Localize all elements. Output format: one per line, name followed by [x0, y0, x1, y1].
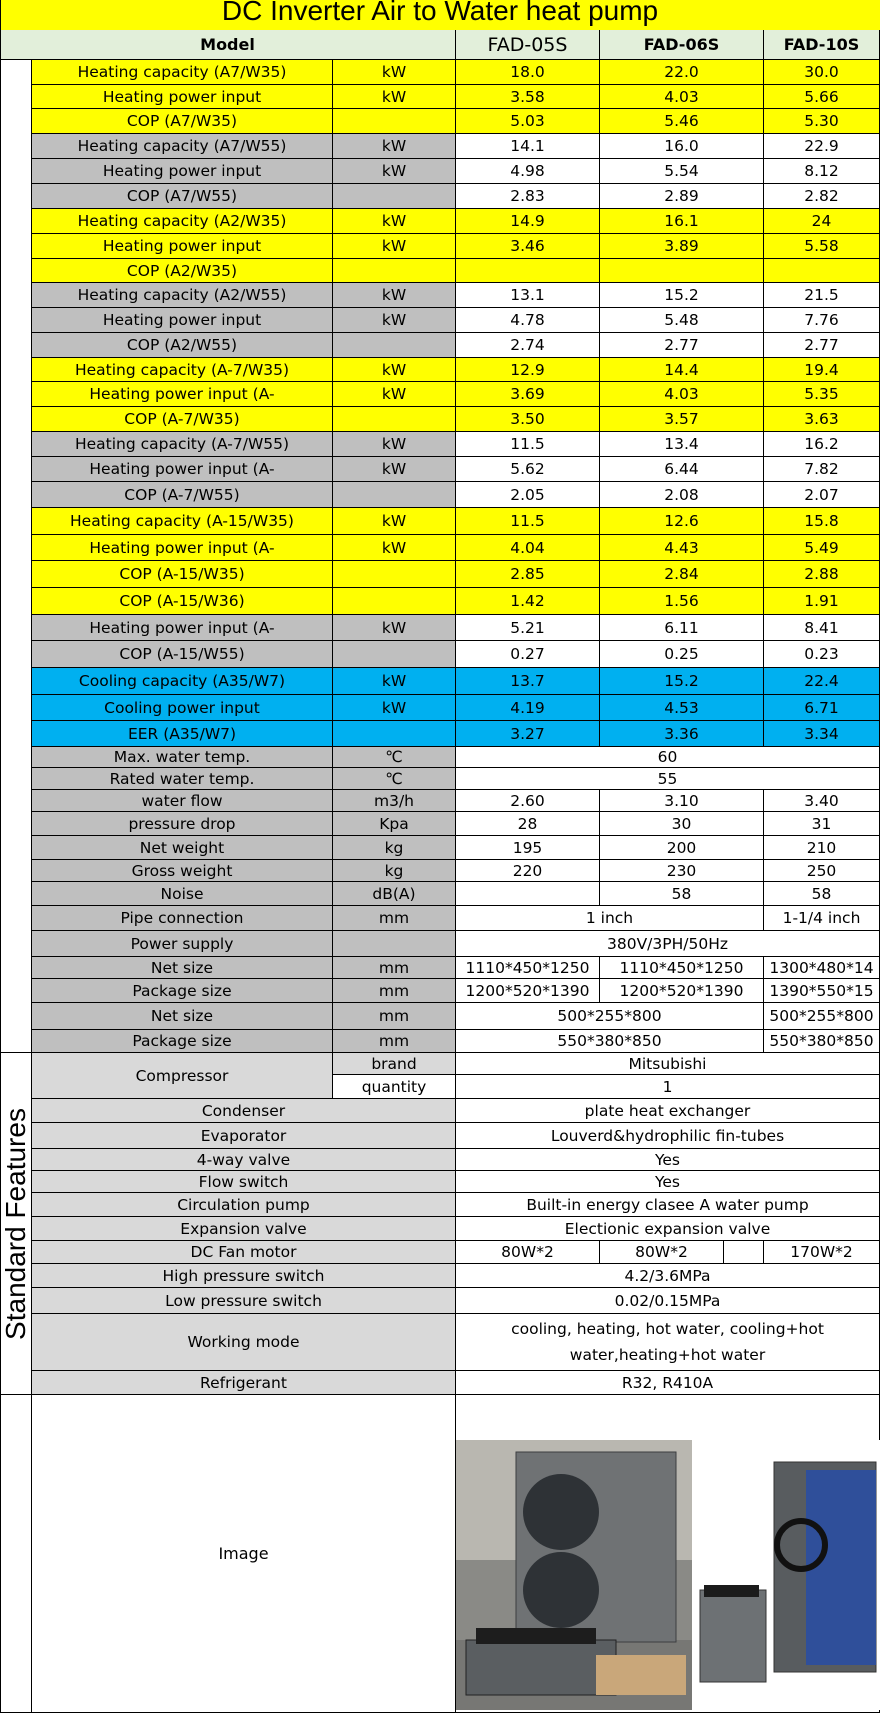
row-unit: [333, 333, 456, 358]
value-cell: 220: [456, 860, 600, 882]
value-cell: 13.1: [456, 283, 600, 308]
value-cell: 0.27: [456, 641, 600, 668]
row-unit: kW: [333, 457, 456, 482]
value-cell: 3.89: [600, 234, 764, 259]
value-cell: 4.04: [456, 535, 600, 561]
value-cell: 5.66: [764, 85, 880, 109]
feature-label: Circulation pump: [32, 1193, 456, 1217]
value-cell: 1200*520*1390: [600, 979, 764, 1003]
row-unit: kW: [333, 432, 456, 457]
value-cell: 7.76: [764, 308, 880, 333]
feature-value: Yes: [456, 1149, 880, 1171]
compressor-brand-label: brand: [333, 1053, 456, 1075]
feature-value: 0.02/0.15MPa: [456, 1288, 880, 1314]
value-cell: 1.56: [600, 588, 764, 615]
value-cell: 6.71: [764, 695, 880, 721]
merged-value: 500*255*800: [456, 1003, 764, 1030]
value-cell: 15.2: [600, 283, 764, 308]
value-cell: 15.8: [764, 508, 880, 535]
spec-unit: kg: [333, 836, 456, 860]
value-cell: 24: [764, 209, 880, 234]
value-cell: 16.2: [764, 432, 880, 457]
row-label: Cooling power input: [32, 695, 333, 721]
value-cell: 0.23: [764, 641, 880, 668]
fan-value-2: 80W*2: [600, 1241, 724, 1264]
value-cell: 4.78: [456, 308, 600, 333]
value-cell: 13.4: [600, 432, 764, 457]
value-cell: 3.46: [456, 234, 600, 259]
value-cell: 0.25: [600, 641, 764, 668]
value-cell: 4.19: [456, 695, 600, 721]
spec-unit: ℃: [333, 747, 456, 768]
value-cell: 16.1: [600, 209, 764, 234]
spec-unit: m3/h: [333, 790, 456, 812]
feature-label: Flow switch: [32, 1171, 456, 1193]
value-cell: 1110*450*1250: [456, 957, 600, 979]
feature-label: Condenser: [32, 1099, 456, 1123]
value-cell: 5.35: [764, 382, 880, 407]
row-label: Heating capacity (A-15/W35): [32, 508, 333, 535]
row-label: EER (A35/W7): [32, 721, 333, 747]
feature-value: Louverd&hydrophilic fin-tubes: [456, 1123, 880, 1149]
spec-label: Net size: [32, 1003, 333, 1030]
spec-label: Gross weight: [32, 860, 333, 882]
row-label: Heating capacity (A7/W55): [32, 134, 333, 159]
spec-unit: mm: [333, 957, 456, 979]
spec-label: Max. water temp.: [32, 747, 333, 768]
value-cell: 1300*480*14: [764, 957, 880, 979]
value-cell: 6.44: [600, 457, 764, 482]
value-cell: 21.5: [764, 283, 880, 308]
row-label: Heating power input (A-: [32, 382, 333, 407]
value-cell: 5.48: [600, 308, 764, 333]
feature-value: plate heat exchanger: [456, 1099, 880, 1123]
value-cell: 5.58: [764, 234, 880, 259]
value-cell: 5.21: [456, 615, 600, 641]
row-label: Heating power input: [32, 85, 333, 109]
sheet-title: DC Inverter Air to Water heat pump: [0, 0, 880, 30]
fan-value-1: 80W*2: [456, 1241, 600, 1264]
feature-value: 4.2/3.6MPa: [456, 1264, 880, 1288]
working-mode-value: [456, 1314, 880, 1371]
spec-unit: mm: [333, 1030, 456, 1053]
value-cell: 3.34: [764, 721, 880, 747]
spec-unit: ℃: [333, 768, 456, 790]
value-cell: 22.4: [764, 668, 880, 695]
value-cell: 2.08: [600, 482, 764, 508]
merged-value: 380V/3PH/50Hz: [456, 931, 880, 957]
value-cell: 550*380*850: [764, 1030, 880, 1053]
row-label: COP (A7/W55): [32, 184, 333, 209]
value-cell: 11.5: [456, 508, 600, 535]
value-cell: 3.57: [600, 407, 764, 432]
feature-label: 4-way valve: [32, 1149, 456, 1171]
value-cell: 2.60: [456, 790, 600, 812]
row-label: COP (A-15/W36): [32, 588, 333, 615]
row-label: Heating capacity (A-7/W35): [32, 358, 333, 382]
value-cell: 2.07: [764, 482, 880, 508]
row-unit: kW: [333, 234, 456, 259]
value-cell: 31: [764, 812, 880, 836]
value-cell: [600, 259, 764, 283]
value-cell: 22.0: [600, 60, 764, 85]
row-label: Cooling capacity (A35/W7): [32, 668, 333, 695]
value-cell: 14.9: [456, 209, 600, 234]
spec-label: Rated water temp.: [32, 768, 333, 790]
value-cell: 5.46: [600, 109, 764, 134]
row-unit: [333, 407, 456, 432]
row-unit: [333, 184, 456, 209]
value-cell: 2.77: [764, 333, 880, 358]
value-cell: 3.63: [764, 407, 880, 432]
value-cell: 210: [764, 836, 880, 860]
row-label: COP (A2/W35): [32, 259, 333, 283]
spec-unit: Kpa: [333, 812, 456, 836]
compressor-qty: 1: [456, 1075, 880, 1099]
feature-value: Built-in energy clasee A water pump: [456, 1193, 880, 1217]
working-mode-line-2: water,heating+hot water: [569, 1346, 766, 1364]
spec-unit: mm: [333, 1003, 456, 1030]
standard-features-label: Standard Features: [0, 1107, 31, 1340]
row-unit: kW: [333, 308, 456, 333]
value-cell: 195: [456, 836, 600, 860]
value-cell: 2.83: [456, 184, 600, 209]
value-cell: 5.03: [456, 109, 600, 134]
row-unit: kW: [333, 209, 456, 234]
value-cell: 30.0: [764, 60, 880, 85]
value-cell: [456, 882, 600, 906]
value-cell: 3.40: [764, 790, 880, 812]
spec-unit: [333, 931, 456, 957]
row-label: COP (A2/W55): [32, 333, 333, 358]
feature-label: High pressure switch: [32, 1264, 456, 1288]
value-cell: 12.9: [456, 358, 600, 382]
compressor-brand: Mitsubishi: [456, 1053, 880, 1075]
spec-label: water flow: [32, 790, 333, 812]
value-cell: 2.85: [456, 561, 600, 588]
value-cell: 200: [600, 836, 764, 860]
feature-label: Low pressure switch: [32, 1288, 456, 1314]
value-cell: 5.49: [764, 535, 880, 561]
value-cell: 4.03: [600, 85, 764, 109]
value-cell: 3.36: [600, 721, 764, 747]
value-cell: 14.4: [600, 358, 764, 382]
row-unit: [333, 721, 456, 747]
spec-label: Power supply: [32, 931, 333, 957]
value-cell: 1.42: [456, 588, 600, 615]
value-cell: 19.4: [764, 358, 880, 382]
value-cell: 3.27: [456, 721, 600, 747]
row-label: Heating power input (A-: [32, 457, 333, 482]
value-cell: 4.03: [600, 382, 764, 407]
value-cell: 12.6: [600, 508, 764, 535]
value-cell: 2.89: [600, 184, 764, 209]
merged-value: 550*380*850: [456, 1030, 764, 1053]
model-header-label: Model: [0, 30, 456, 60]
row-label: Heating capacity (A2/W55): [32, 283, 333, 308]
value-cell: 2.05: [456, 482, 600, 508]
value-cell: 16.0: [600, 134, 764, 159]
working-mode-label: Working mode: [32, 1314, 456, 1371]
spec-label: Package size: [32, 1030, 333, 1053]
row-unit: kW: [333, 508, 456, 535]
row-label: Heating power input: [32, 159, 333, 184]
value-cell: [764, 259, 880, 283]
spec-label: Pipe connection: [32, 906, 333, 931]
row-label: Heating power input: [32, 308, 333, 333]
value-cell: 11.5: [456, 432, 600, 457]
spec-unit: mm: [333, 906, 456, 931]
refrigerant-label: Refrigerant: [32, 1371, 456, 1395]
row-label: COP (A-15/W55): [32, 641, 333, 668]
value-cell: 58: [764, 882, 880, 906]
side-blank: [0, 1395, 32, 1713]
model-header-2: FAD-06S: [600, 30, 764, 60]
row-unit: kW: [333, 134, 456, 159]
row-unit: [333, 588, 456, 615]
compressor-label: Compressor: [32, 1053, 333, 1099]
value-cell: 3.10: [600, 790, 764, 812]
value-cell: 2.77: [600, 333, 764, 358]
value-cell: 2.82: [764, 184, 880, 209]
value-cell: 500*255*800: [764, 1003, 880, 1030]
row-label: COP (A-7/W55): [32, 482, 333, 508]
fan-label: DC Fan motor: [32, 1241, 456, 1264]
feature-value: Electionic expansion valve: [456, 1217, 880, 1241]
row-label: Heating power input (A-: [32, 535, 333, 561]
row-unit: kW: [333, 382, 456, 407]
row-unit: [333, 482, 456, 508]
fan-value-3: 170W*2: [764, 1241, 880, 1264]
row-unit: kW: [333, 283, 456, 308]
refrigerant-value: R32, R410A: [456, 1371, 880, 1395]
value-cell: 4.53: [600, 695, 764, 721]
spec-label: Noise: [32, 882, 333, 906]
side-blank: [0, 60, 32, 1053]
merged-value: 55: [456, 768, 880, 790]
spec-label: Net weight: [32, 836, 333, 860]
value-cell: 15.2: [600, 668, 764, 695]
spec-label: pressure drop: [32, 812, 333, 836]
value-cell: 2.84: [600, 561, 764, 588]
value-cell: 13.7: [456, 668, 600, 695]
value-cell: 4.98: [456, 159, 600, 184]
value-cell: 1-1/4 inch: [764, 906, 880, 931]
spec-label: Net size: [32, 957, 333, 979]
spec-unit: dB(A): [333, 882, 456, 906]
row-unit: kW: [333, 535, 456, 561]
value-cell: 4.43: [600, 535, 764, 561]
value-cell: 22.9: [764, 134, 880, 159]
model-header-1: FAD-05S: [456, 30, 600, 60]
value-cell: 2.88: [764, 561, 880, 588]
product-photo: [456, 1440, 880, 1710]
row-unit: kW: [333, 85, 456, 109]
value-cell: 250: [764, 860, 880, 882]
row-label: COP (A7/W35): [32, 109, 333, 134]
row-unit: kW: [333, 159, 456, 184]
row-label: Heating power input (A-: [32, 615, 333, 641]
row-unit: [333, 259, 456, 283]
row-label: Heating capacity (A-7/W55): [32, 432, 333, 457]
merged-value: 60: [456, 747, 880, 768]
value-cell: 6.11: [600, 615, 764, 641]
value-cell: 2.74: [456, 333, 600, 358]
feature-label: Expansion valve: [32, 1217, 456, 1241]
value-cell: 58: [600, 882, 764, 906]
spec-unit: mm: [333, 979, 456, 1003]
feature-label: Evaporator: [32, 1123, 456, 1149]
merged-value: 1 inch: [456, 906, 764, 931]
row-label: COP (A-7/W35): [32, 407, 333, 432]
image-label: Image: [32, 1395, 456, 1713]
row-label: Heating capacity (A7/W35): [32, 60, 333, 85]
working-mode-line-1: cooling, heating, hot water, cooling+hot: [511, 1320, 824, 1338]
value-cell: 14.1: [456, 134, 600, 159]
row-label: Heating capacity (A2/W35): [32, 209, 333, 234]
value-cell: 8.41: [764, 615, 880, 641]
value-cell: 8.12: [764, 159, 880, 184]
value-cell: 1200*520*1390: [456, 979, 600, 1003]
row-unit: [333, 109, 456, 134]
value-cell: 30: [600, 812, 764, 836]
value-cell: 5.30: [764, 109, 880, 134]
value-cell: 1390*550*15: [764, 979, 880, 1003]
value-cell: 5.54: [600, 159, 764, 184]
compressor-qty-label: quantity: [333, 1075, 456, 1099]
spec-unit: kg: [333, 860, 456, 882]
row-unit: [333, 561, 456, 588]
value-cell: 18.0: [456, 60, 600, 85]
value-cell: [456, 259, 600, 283]
value-cell: 3.69: [456, 382, 600, 407]
row-label: Heating power input: [32, 234, 333, 259]
value-cell: 1110*450*1250: [600, 957, 764, 979]
value-cell: 3.58: [456, 85, 600, 109]
row-unit: kW: [333, 358, 456, 382]
value-cell: 1.91: [764, 588, 880, 615]
value-cell: 3.50: [456, 407, 600, 432]
row-label: COP (A-15/W35): [32, 561, 333, 588]
value-cell: 230: [600, 860, 764, 882]
feature-value: Yes: [456, 1171, 880, 1193]
value-cell: 5.62: [456, 457, 600, 482]
value-cell: 7.82: [764, 457, 880, 482]
row-unit: [333, 641, 456, 668]
value-cell: 28: [456, 812, 600, 836]
standard-features-side: [0, 1053, 32, 1395]
row-unit: kW: [333, 695, 456, 721]
row-unit: kW: [333, 668, 456, 695]
row-unit: kW: [333, 60, 456, 85]
model-header-3: FAD-10S: [764, 30, 880, 60]
fan-value-blank: [724, 1241, 764, 1264]
spec-label: Package size: [32, 979, 333, 1003]
row-unit: kW: [333, 615, 456, 641]
